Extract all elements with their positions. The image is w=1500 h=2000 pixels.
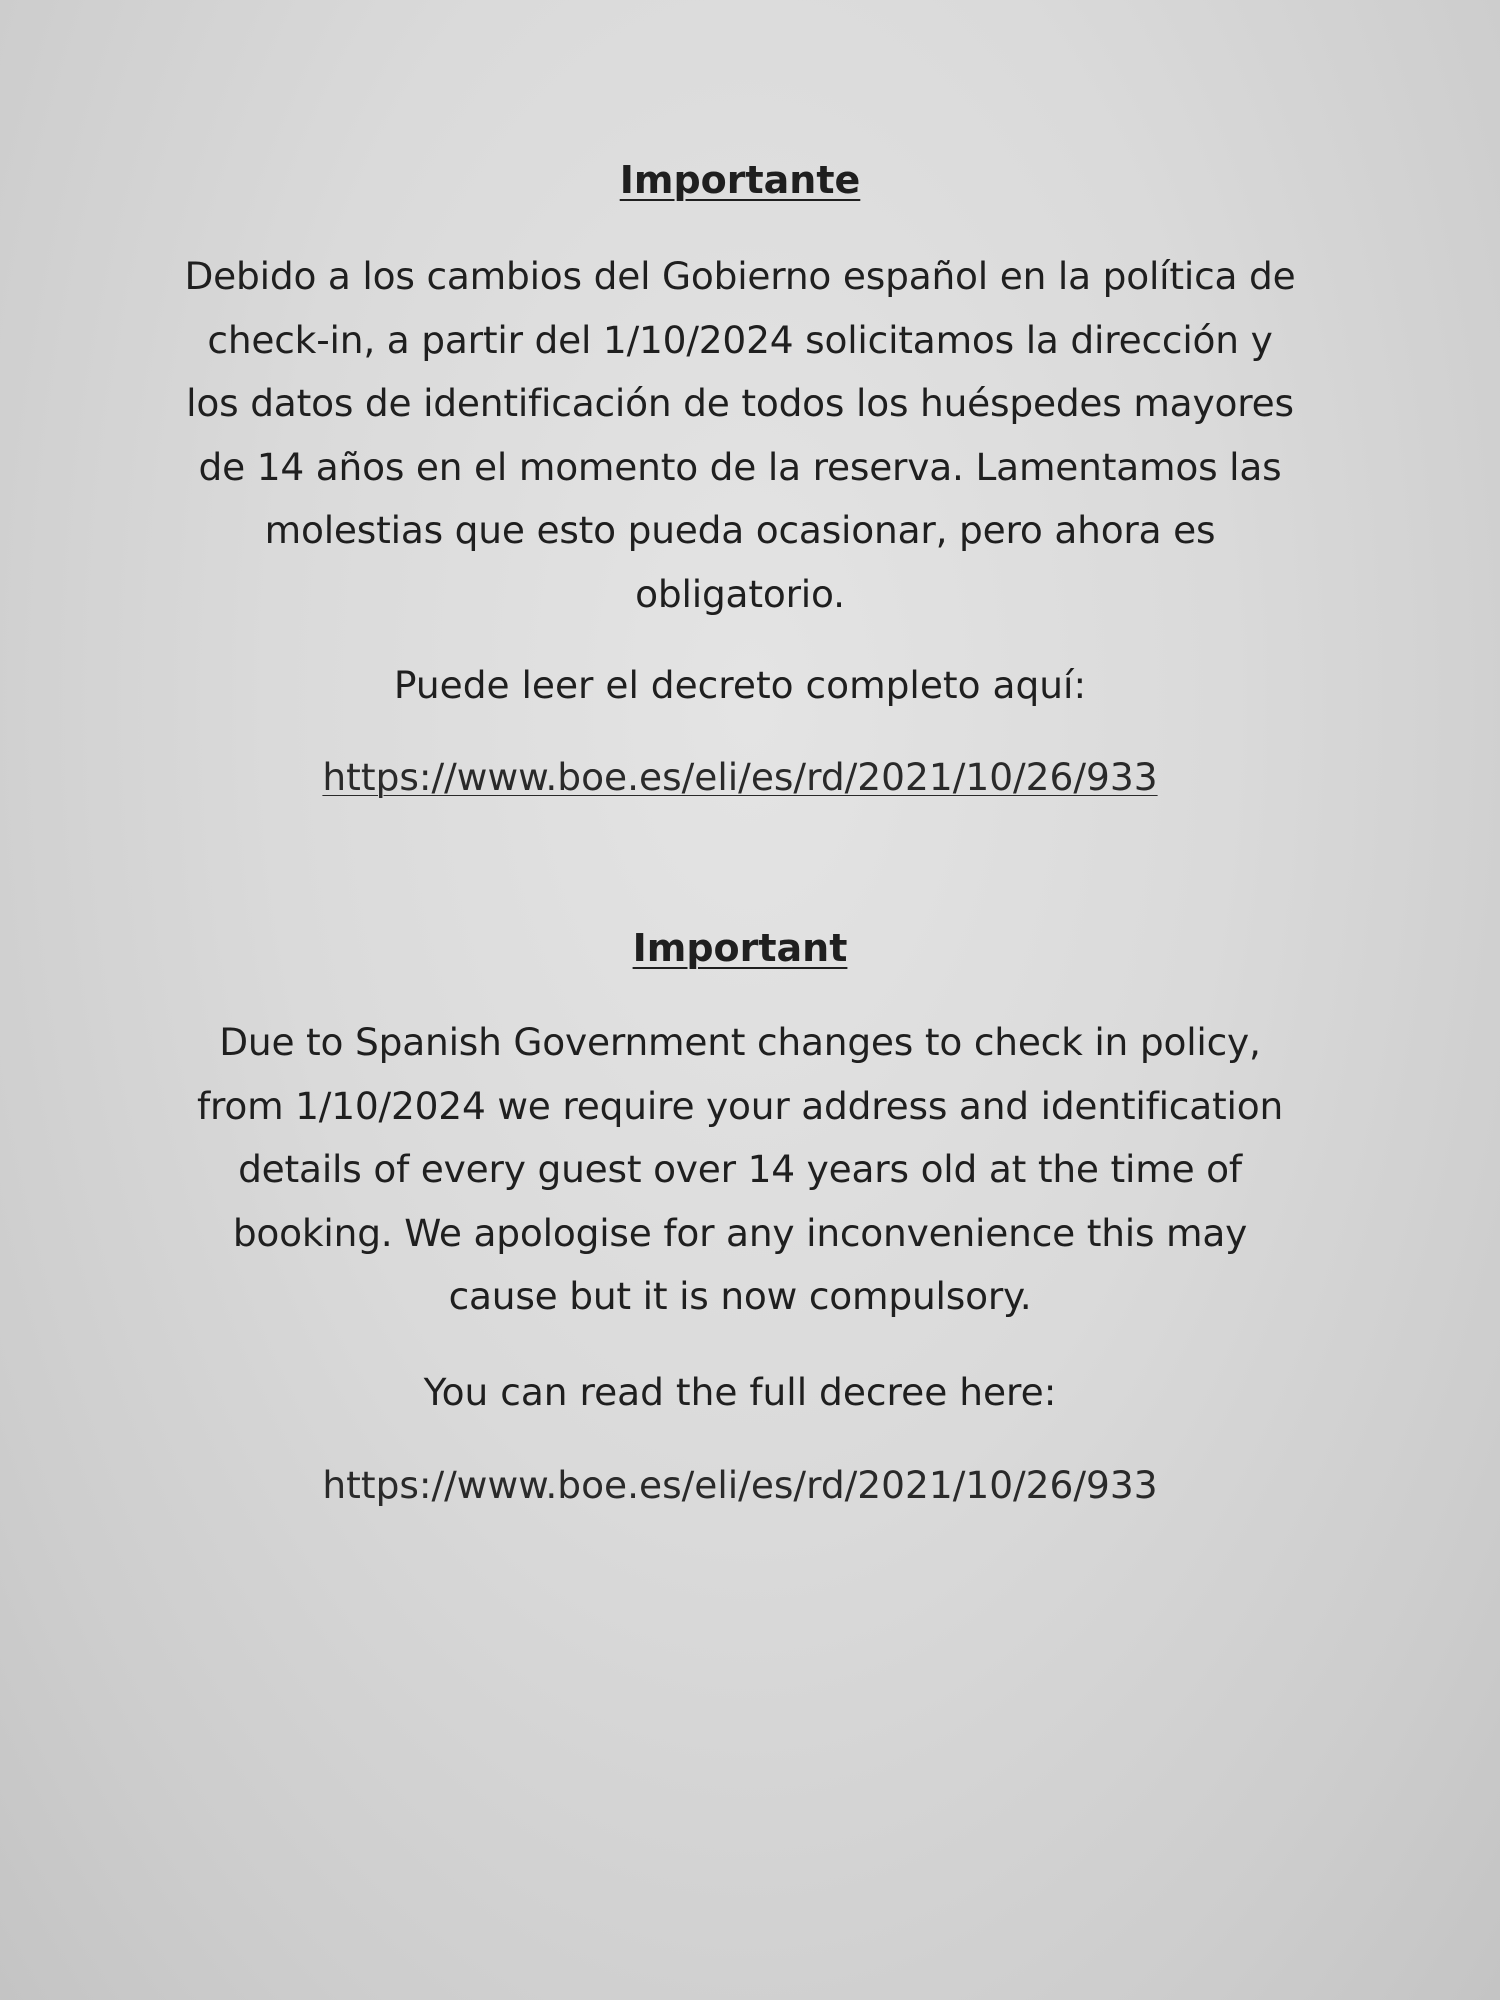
spanish-heading: Importante: [619, 158, 861, 202]
english-body: [150, 1011, 1330, 1329]
english-line: from 1/10/2024 we require your address and identification: [196, 1083, 1284, 1128]
spanish-decree-link[interactable]: https://www.boe.es/eli/es/rd/2021/10/26/933: [322, 755, 1158, 799]
spanish-lead: Puede leer el decreto completo aquí:: [393, 663, 1087, 707]
english-decree-link[interactable]: https://www.boe.es/eli/es/rd/2021/10/26/933: [322, 1463, 1158, 1507]
spanish-line: molestias que esto pueda ocasionar, pero ahora es: [264, 508, 1216, 552]
spanish-link-wrap: [150, 752, 1330, 802]
english-lead-wrap: [150, 1367, 1330, 1417]
spanish-line: obligatorio.: [635, 571, 845, 616]
spanish-heading-wrap: [150, 155, 1330, 205]
spanish-line: de 14 años en el momento de la reserva. Lamentamos las: [198, 444, 1282, 489]
spanish-line: los datos de identificación de todos los huéspedes mayores: [186, 381, 1294, 425]
spanish-body: [150, 245, 1330, 626]
english-line: cause but it is now compulsory.: [448, 1274, 1032, 1318]
spanish-line: Debido a los cambios del Gobierno español en la política de: [184, 254, 1296, 298]
spanish-line: check-in, a partir del 1/10/2024 solicitamos la dirección y: [207, 317, 1273, 362]
spanish-lead-wrap: [150, 660, 1330, 710]
english-line: Due to Spanish Government changes to check in policy,: [219, 1020, 1261, 1064]
english-line: details of every guest over 14 years old at the time of: [238, 1147, 1242, 1191]
english-lead: You can read the full decree here:: [423, 1370, 1057, 1414]
english-line: booking. We apologise for any inconvenience this may: [232, 1210, 1248, 1255]
english-heading: Important: [632, 926, 848, 970]
english-link-wrap: [150, 1460, 1330, 1510]
english-heading-wrap: [150, 923, 1330, 973]
